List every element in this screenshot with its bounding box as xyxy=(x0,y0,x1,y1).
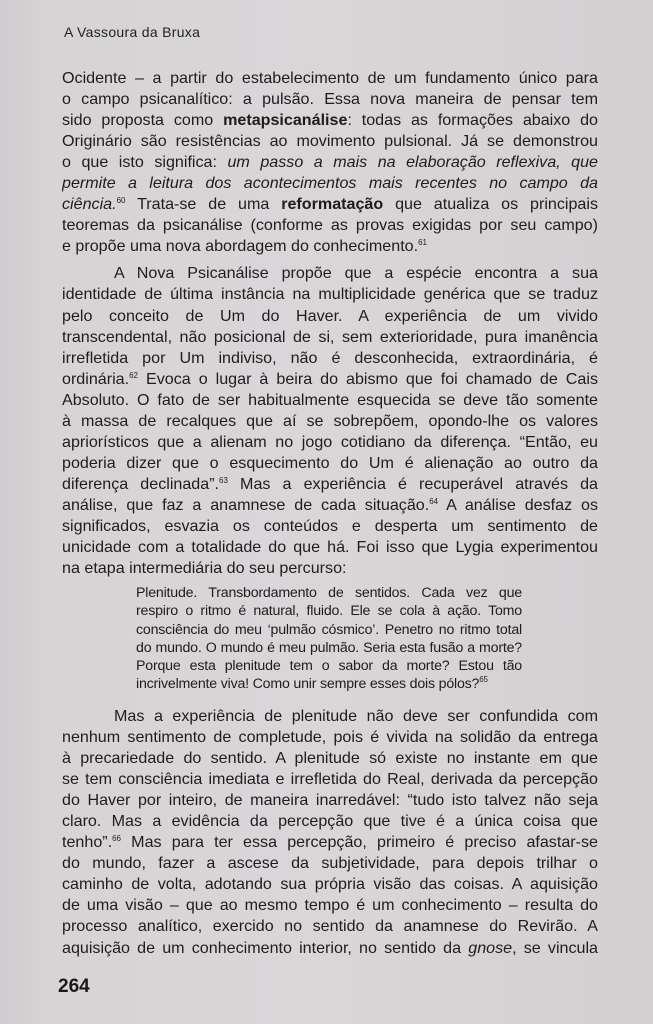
text-line: A Nova Psicanálise propõe que a espécie encontra a sua xyxy=(114,264,598,283)
text-line: Originário são resistências ao movimento pulsional. Já se demonstrou xyxy=(62,132,598,151)
footnote-ref: 60 xyxy=(116,196,126,206)
quote-line: Porque esta plenitude tem o sabor da morte? Estou tão xyxy=(136,658,522,675)
paragraph-1 xyxy=(62,68,598,579)
block-quote xyxy=(136,584,522,694)
text-line: e propõe uma nova abordagem do conhecimento.$^{61}$ xyxy=(62,237,427,256)
text-line: poderia dizer que o esquecimento do Um é alienação ao outro da xyxy=(62,453,598,472)
running-head: A Vassoura da Bruxa xyxy=(64,24,201,40)
text-line: sido proposta como metapsicanálise: todas as formações abaixo do xyxy=(62,111,598,130)
text-line: se tem consciência imediata e irrefletida do Real, derivada da percepção xyxy=(62,770,598,789)
paragraph-3 xyxy=(62,706,598,959)
footnote-ref: 66 xyxy=(112,834,122,844)
text-line: o campo psicanalítico: a pulsão. Essa nova maneira de pensar tem xyxy=(62,90,598,109)
quote-line: respiro o ritmo é natural, fluido. Ele se cola à ação. Tomo xyxy=(136,603,522,620)
text-line: de uma visão – que ao mesmo tempo é um conhecimento – resulta do xyxy=(62,896,598,915)
text-line: claro. Mas a evidência da percepção que tive é a única coisa que xyxy=(62,812,598,831)
text-line: análise, que faz a anamnese de cada situação.$^{64}$ A análise desfaz os xyxy=(62,495,598,514)
footnote-ref: 64 xyxy=(429,496,439,506)
quote-line: incrivelmente viva! Como unir sempre esses dois pólos?$^{65}$ xyxy=(136,675,488,693)
text-line: ordinária.$^{62}$ Evoca o lugar à beira do abismo que foi chamado de Cais xyxy=(62,369,598,388)
text-line: o que isto significa: um passo a mais na elaboração reflexiva, que xyxy=(62,153,598,172)
quote-line: consciência do meu ‘pulmão cósmico’. Penetro no ritmo total xyxy=(136,621,522,638)
text-line: à precariedade do sentido. A plenitude só existe no instante em que xyxy=(62,749,598,768)
text-line: diferença declinada”.$^{63}$ Mas a experiência é recuperável através da xyxy=(62,474,598,493)
text-line: ciência.$^{60}$ Trata-se de uma reformatação que atualiza os principais xyxy=(62,195,598,214)
text-line: na etapa intermediária do seu percurso: xyxy=(62,559,347,578)
text-line: apriorísticos que a alienam no jogo cotidiano da diferença. “Então, eu xyxy=(62,432,598,451)
text-line: Ocidente – a partir do estabelecimento de um fundamento único para xyxy=(62,69,598,87)
footnote-ref: 61 xyxy=(418,238,427,248)
italic-phrase: um passo a mais na elaboração reflexiva, que xyxy=(227,153,598,172)
text-line: do mundo, fazer a ascese da subjetividade, para depois trilhar o xyxy=(62,854,598,873)
text-line: processo analítico, exercido no sentido da anamnese do Revirão. A xyxy=(62,917,598,936)
text-line: identidade de última instância na multiplicidade genérica que se traduz xyxy=(62,285,598,304)
text-line: nenhum sentimento de completude, pois é vivida na solidão da entrega xyxy=(62,728,598,747)
text-line: unicidade com a totalidade do que há. Foi isso que Lygia experimentou xyxy=(62,538,598,557)
text-line: à massa de recalques que aí se sobrepõem, opondo-lhe os valores xyxy=(62,411,598,430)
page-number: 264 xyxy=(58,976,90,997)
text-line: Mas a experiência de plenitude não deve ser confundida com xyxy=(114,707,598,725)
bold-term: reformatação xyxy=(281,195,384,214)
quote-line: do mundo. O mundo é meu pulmão. Seria esta fusão a morte? xyxy=(136,639,522,656)
text-line: Absoluto. O fato de ser habitualmente esquecida se deve tão somente xyxy=(62,390,598,409)
text-line: permite a leitura dos acontecimentos mais recentes no campo da xyxy=(62,174,598,193)
footnote-ref: 63 xyxy=(219,475,228,485)
footnote-ref: 65 xyxy=(479,675,488,685)
quote-line: Plenitude. Transbordamento de sentidos. Cada vez que xyxy=(136,585,522,601)
text-line: teoremas da psicanálise (conforme as provas exigidas por seu campo) xyxy=(62,216,598,235)
text-line: transcendental, não posicional de si, sem exterioridade, pura imanência xyxy=(62,327,598,346)
text-line: pelo conceito de Um do Haver. A experiência de um vivido xyxy=(62,306,598,325)
text-line: do Haver por inteiro, de maneira inarredável: “tudo isto talvez não seja xyxy=(62,791,598,810)
bold-term: metapsicanálise xyxy=(223,111,348,130)
text-line: caminho de volta, adotando sua própria visão das coisas. A aquisição xyxy=(62,875,598,894)
text-line: aquisição de um conhecimento interior, no sentido da gnose, se vincula xyxy=(62,938,598,957)
text-line: irrefletida por Um indiviso, não é desconhecida, extraordinária, é xyxy=(62,348,598,367)
footnote-ref: 62 xyxy=(129,370,139,380)
italic-term: gnose xyxy=(468,938,513,957)
text-line: significados, esvazia os conteúdos e desperta um sentimento de xyxy=(62,516,598,535)
text-line: tenho”.$^{66}$ Mas para ter essa percepção, primeiro é preciso afastar-se xyxy=(62,833,598,852)
